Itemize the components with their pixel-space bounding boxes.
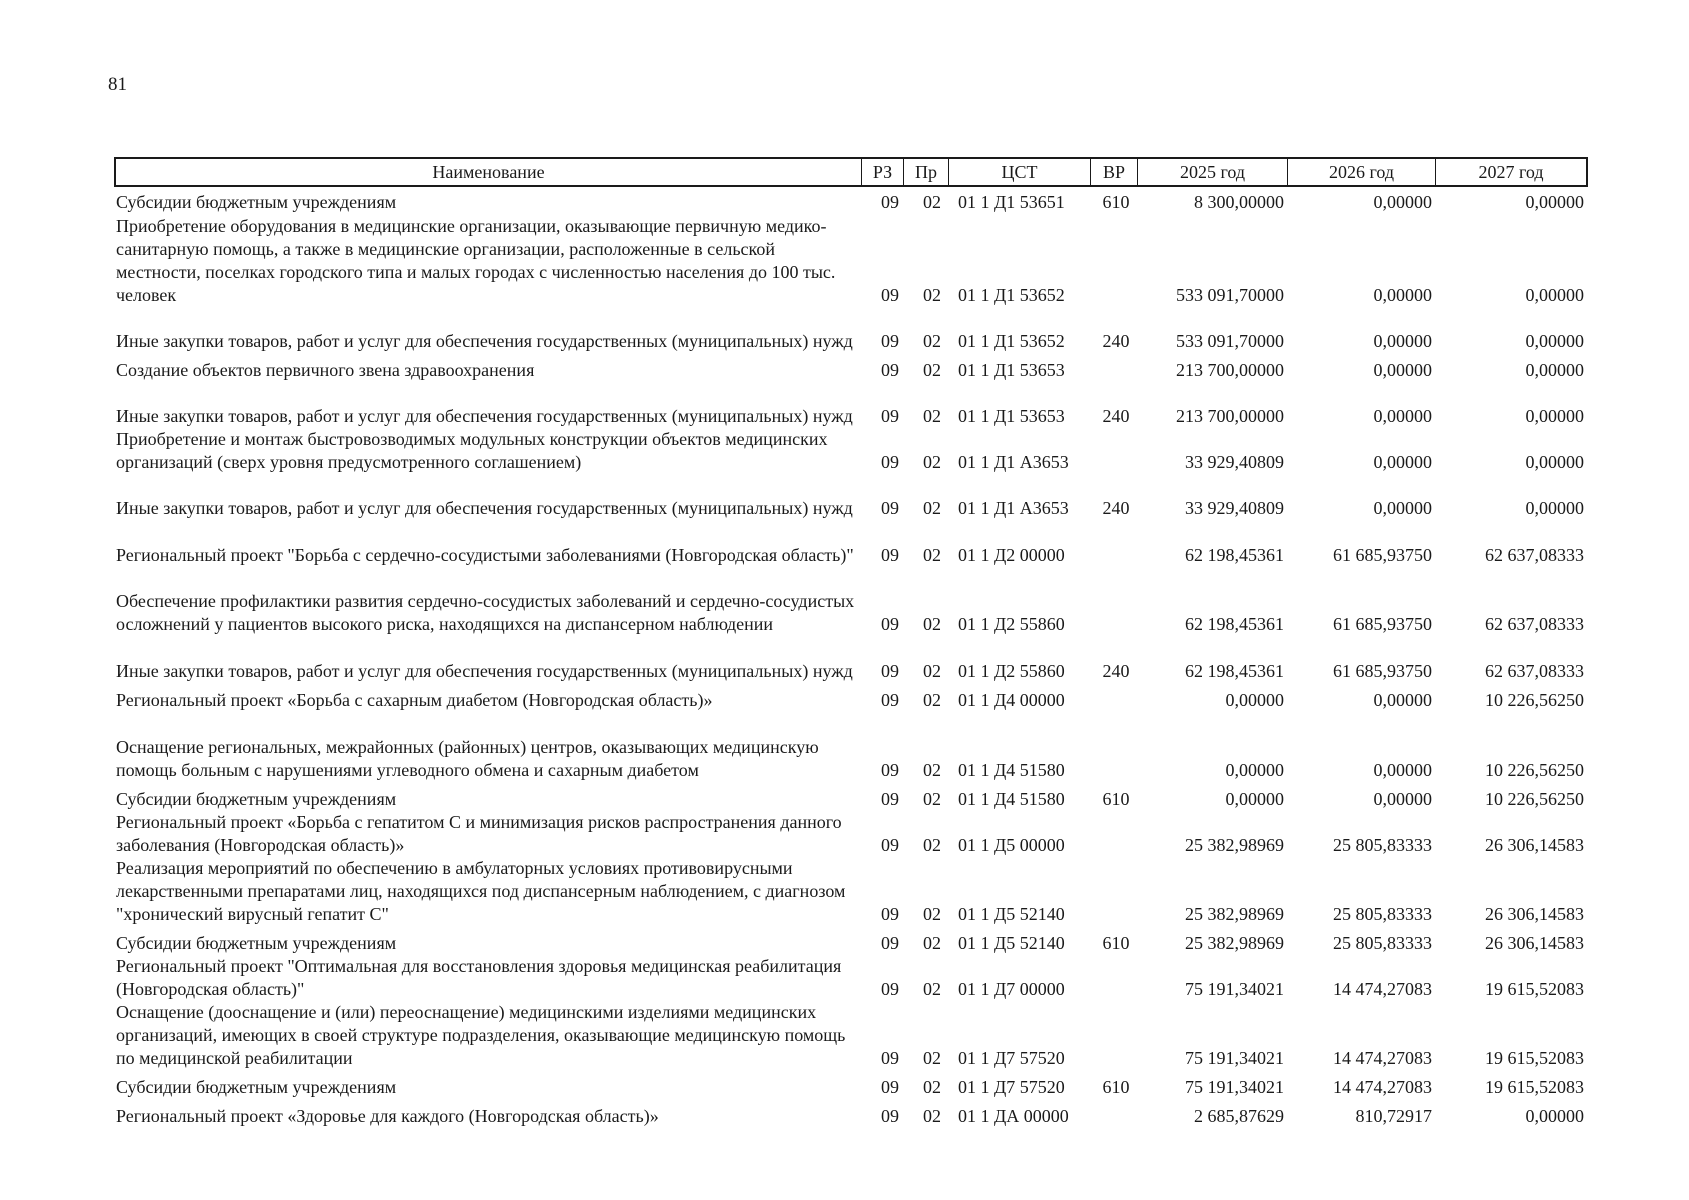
row-2027: 0,00000 [1525,331,1584,351]
row-2027: 0,00000 [1525,406,1584,426]
row-2026: 14 474,27083 [1333,979,1432,999]
row-2027: 62 637,08333 [1485,614,1584,634]
row-cst: 01 1 Д1 53653 [958,406,1065,426]
row-name: Иные закупки товаров, работ и услуг для обеспечения государственных (муниципальных) нужд [116,498,853,518]
row-cst: 01 1 Д5 52140 [958,933,1065,953]
row-2025: 213 700,00000 [1176,360,1284,380]
row-2025: 2 685,87629 [1194,1106,1284,1126]
row-cst: 01 1 Д2 55860 [958,614,1065,634]
header-2025: 2025 год [1137,159,1287,185]
row-2027: 10 226,56250 [1485,690,1584,710]
row-rz: 09 [881,360,899,380]
row-cst: 01 1 Д1 А3653 [958,498,1069,518]
row-2027: 26 306,14583 [1485,933,1584,953]
row-2026: 61 685,93750 [1333,661,1432,681]
row-cst: 01 1 Д1 53652 [958,331,1065,351]
row-2025: 25 382,98969 [1185,933,1284,953]
row-2025: 75 191,34021 [1185,1048,1284,1068]
row-2026: 0,00000 [1373,760,1432,780]
row-2026: 0,00000 [1373,452,1432,472]
row-pr: 02 [923,789,941,809]
row-2027: 0,00000 [1525,192,1584,212]
header-2026: 2026 год [1287,159,1435,185]
row-2025: 75 191,34021 [1185,979,1284,999]
row-2026: 0,00000 [1373,406,1432,426]
row-pr: 02 [923,760,941,780]
row-rz: 09 [881,331,899,351]
row-pr: 02 [923,904,941,924]
row-rz: 09 [881,933,899,953]
row-name: Создание объектов первичного звена здравоохранения [116,360,535,380]
row-name: Иные закупки товаров, работ и услуг для обеспечения государственных (муниципальных) нужд [116,661,853,681]
row-2027: 19 615,52083 [1485,1048,1584,1068]
row-2025: 25 382,98969 [1185,904,1284,924]
row-cst: 01 1 Д2 00000 [958,545,1065,565]
row-2027: 10 226,56250 [1485,760,1584,780]
row-rz: 09 [881,1077,899,1097]
row-name: Субсидии бюджетным учреждениям [116,1077,397,1097]
row-cst: 01 1 ДА 00000 [958,1106,1069,1126]
row-name: Субсидии бюджетным учреждениям [116,933,397,953]
header-name: Наименование [432,161,545,182]
row-cst: 01 1 Д7 00000 [958,979,1065,999]
row-2025: 75 191,34021 [1185,1077,1284,1097]
row-pr: 02 [923,835,941,855]
row-2026: 0,00000 [1373,360,1432,380]
row-2026: 0,00000 [1373,285,1432,305]
row-cst: 01 1 Д5 52140 [958,904,1065,924]
row-2025: 8 300,00000 [1194,192,1284,212]
header-rz: РЗ [861,159,903,185]
row-pr: 02 [923,545,941,565]
row-pr: 02 [923,498,941,518]
row-pr: 02 [923,285,941,305]
row-pr: 02 [923,690,941,710]
row-cst: 01 1 Д1 53653 [958,360,1065,380]
row-pr: 02 [923,406,941,426]
row-name: Региональный проект «Борьба с гепатитом С и минимизация рисков распространения данного заболевания (Новгородская область)» [116,812,842,855]
row-rz: 09 [881,498,899,518]
row-name: Оснащение региональных, межрайонных (районных) центров, оказывающих медицинскую помощь больным с нарушениями углеводного обмена и сахарным диабетом [116,737,819,780]
row-2027: 0,00000 [1525,285,1584,305]
row-2027: 62 637,08333 [1485,545,1584,565]
row-2027: 62 637,08333 [1485,661,1584,681]
row-rz: 09 [881,904,899,924]
row-pr: 02 [923,661,941,681]
row-vr: 240 [1102,661,1130,681]
row-name: Иные закупки товаров, работ и услуг для обеспечения государственных (муниципальных) нужд [116,331,853,351]
row-rz: 09 [881,690,899,710]
row-2025: 0,00000 [1225,789,1284,809]
row-pr: 02 [923,192,941,212]
header-2027: 2027 год [1435,159,1586,185]
row-2026: 25 805,83333 [1333,904,1432,924]
row-name: Региональный проект "Борьба с сердечно-сосудистыми заболеваниями (Новгородская область)" [116,545,854,565]
row-vr: 610 [1102,933,1130,953]
row-2026: 0,00000 [1373,498,1432,518]
row-cst: 01 1 Д5 00000 [958,835,1065,855]
row-pr: 02 [923,933,941,953]
row-name: Реализация мероприятий по обеспечению в амбулаторных условиях противовирусными лекарственными препаратами лиц, находящихся под диспансерным наблюдением, с диагнозом "хронический вирусный гепатит С" [116,858,846,924]
row-pr: 02 [923,614,941,634]
row-2025: 33 929,40809 [1185,498,1284,518]
row-2025: 213 700,00000 [1176,406,1284,426]
row-vr: 610 [1102,789,1130,809]
row-rz: 09 [881,1106,899,1126]
row-name: Оснащение (дооснащение и (или) переоснащение) медицинскими изделиями медицинских организаций, имеющих в своей структуре подразделения, оказывающие медицинскую помощь по медицинской реабилитации [116,1002,846,1068]
row-name: Приобретение и монтаж быстровозводимых модульных конструкции объектов медицинских организаций (сверх уровня предусмотренного соглашением) [116,429,828,472]
row-rz: 09 [881,406,899,426]
row-pr: 02 [923,1106,941,1126]
row-2026: 14 474,27083 [1333,1048,1432,1068]
row-pr: 02 [923,452,941,472]
row-cst: 01 1 Д1 53652 [958,285,1065,305]
row-2026: 25 805,83333 [1333,835,1432,855]
row-2025: 62 198,45361 [1185,614,1284,634]
row-cst: 01 1 Д2 55860 [958,661,1065,681]
row-rz: 09 [881,545,899,565]
row-rz: 09 [881,614,899,634]
row-2027: 0,00000 [1525,1106,1584,1126]
row-name: Субсидии бюджетным учреждениям [116,789,397,809]
row-2026: 25 805,83333 [1333,933,1432,953]
row-name: Региональный проект "Оптимальная для восстановления здоровья медицинская реабилитация (Новгородская область)" [116,956,842,999]
row-2027: 0,00000 [1525,360,1584,380]
row-cst: 01 1 Д4 51580 [958,760,1065,780]
row-name: Региональный проект «Здоровье для каждого (Новгородская область)» [116,1106,659,1126]
row-rz: 09 [881,789,899,809]
row-2026: 0,00000 [1373,192,1432,212]
row-2025: 533 091,70000 [1176,285,1284,305]
row-pr: 02 [923,1077,941,1097]
row-name: Субсидии бюджетным учреждениям [116,192,397,212]
row-vr: 610 [1102,1077,1130,1097]
header-vr: ВР [1090,159,1137,185]
row-name: Обеспечение профилактики развития сердечно-сосудистых заболеваний и сердечно-сосудистых осложнений у пациентов высокого риска, находящихся на диспансерном наблюдении [116,591,855,634]
row-cst: 01 1 Д4 00000 [958,690,1065,710]
row-vr: 610 [1102,192,1130,212]
row-rz: 09 [881,192,899,212]
row-pr: 02 [923,331,941,351]
row-2026: 0,00000 [1373,331,1432,351]
page-number: 81 [108,74,127,95]
row-cst: 01 1 Д1 А3653 [958,452,1069,472]
row-cst: 01 1 Д1 53651 [958,192,1065,212]
row-name: Приобретение оборудования в медицинские организации, оказывающие первичную медико-санитарную помощь, а также в медицинские организации, расположенные в сельской местности, поселках городского типа и малых городах с численностью населения до 100 тыс. человек [116,216,836,305]
row-2025: 25 382,98969 [1185,835,1284,855]
row-cst: 01 1 Д7 57520 [958,1048,1065,1068]
row-pr: 02 [923,979,941,999]
row-2027: 26 306,14583 [1485,904,1584,924]
row-2027: 10 226,56250 [1485,789,1584,809]
row-2027: 19 615,52083 [1485,1077,1584,1097]
row-name: Региональный проект «Борьба с сахарным диабетом (Новгородская область)» [116,690,713,710]
row-vr: 240 [1102,331,1130,351]
row-2025: 33 929,40809 [1185,452,1284,472]
row-rz: 09 [881,979,899,999]
row-rz: 09 [881,452,899,472]
row-rz: 09 [881,760,899,780]
row-2026: 0,00000 [1373,789,1432,809]
row-2025: 62 198,45361 [1185,661,1284,681]
row-rz: 09 [881,661,899,681]
row-cst: 01 1 Д4 51580 [958,789,1065,809]
row-rz: 09 [881,285,899,305]
header-cst: ЦСТ [948,159,1090,185]
row-name: Иные закупки товаров, работ и услуг для обеспечения государственных (муниципальных) нужд [116,406,853,426]
row-cst: 01 1 Д7 57520 [958,1077,1065,1097]
row-2027: 0,00000 [1525,498,1584,518]
row-vr: 240 [1102,406,1130,426]
row-2027: 19 615,52083 [1485,979,1584,999]
row-pr: 02 [923,1048,941,1068]
row-2025: 0,00000 [1225,690,1284,710]
row-2026: 0,00000 [1373,690,1432,710]
row-2025: 0,00000 [1225,760,1284,780]
row-rz: 09 [881,835,899,855]
row-2026: 14 474,27083 [1333,1077,1432,1097]
row-rz: 09 [881,1048,899,1068]
row-2026: 61 685,93750 [1333,614,1432,634]
row-pr: 02 [923,360,941,380]
row-2026: 61 685,93750 [1333,545,1432,565]
row-vr: 240 [1102,498,1130,518]
row-2026: 810,72917 [1355,1106,1432,1126]
row-2027: 26 306,14583 [1485,835,1584,855]
row-2027: 0,00000 [1525,452,1584,472]
row-2025: 533 091,70000 [1176,331,1284,351]
header-pr: Пр [903,159,948,185]
row-2025: 62 198,45361 [1185,545,1284,565]
